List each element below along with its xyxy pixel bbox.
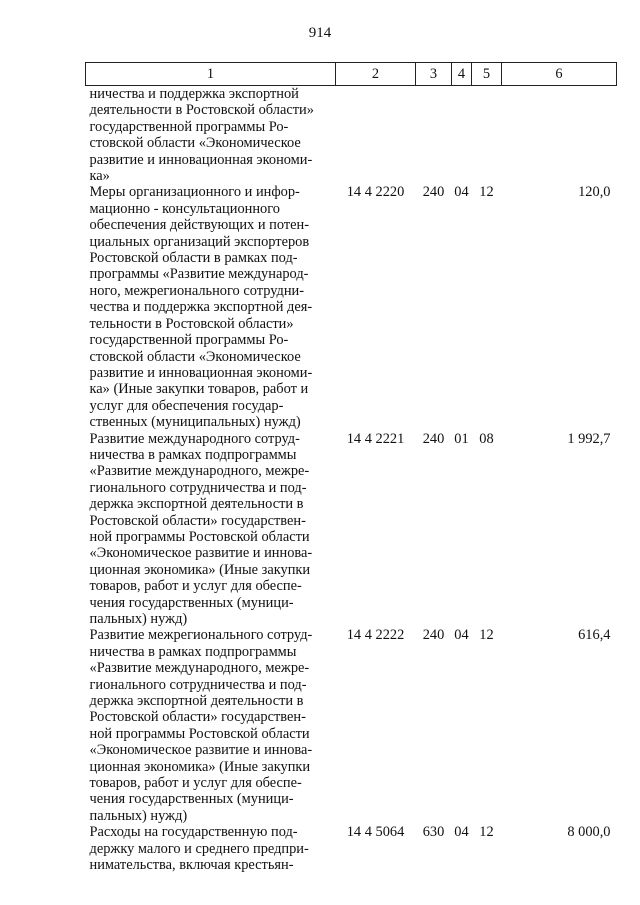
row-section xyxy=(452,86,472,185)
description-line: Развитие межрегионального сотруд- xyxy=(89,627,313,644)
description-line: стовской области «Экономическое xyxy=(89,348,301,365)
row-section: 04 xyxy=(454,627,469,644)
row-amount: 120,0 xyxy=(578,184,611,201)
row-target-code: 14 4 2220 xyxy=(346,184,405,201)
description-line: услуг для обеспечения государ- xyxy=(89,397,284,414)
row-description xyxy=(86,431,336,628)
table-row xyxy=(86,824,617,873)
row-target-code xyxy=(336,86,416,185)
header-col-4: 4 xyxy=(452,63,472,86)
description-line: чения государственных (муници- xyxy=(89,791,294,808)
description-line: «Развитие международного, межре- xyxy=(89,463,310,480)
header-col-5: 5 xyxy=(472,63,502,86)
description-line: Ростовской области» государствен- xyxy=(89,709,306,726)
description-line: ничества в рамках подпрограммы xyxy=(89,643,297,660)
description-line: обеспечения действующих и потен- xyxy=(89,217,310,234)
description-line: ной программы Ростовской области xyxy=(89,725,310,742)
row-subsection: 12 xyxy=(479,824,494,841)
description-line: гионального сотрудничества и под- xyxy=(89,676,307,693)
budget-table xyxy=(85,62,617,874)
table-row xyxy=(86,184,617,430)
description-line: циальных организаций экспортеров xyxy=(89,233,310,250)
row-amount: 1 992,7 xyxy=(567,430,611,447)
description-line: «Экономическое развитие и иннова- xyxy=(89,742,313,759)
description-line: развитие и инновационная экономи- xyxy=(89,364,313,381)
table-header xyxy=(86,63,617,86)
description-line: ционная экономика» (Иные закупки xyxy=(89,561,311,578)
description-line: Ростовской области» государствен- xyxy=(89,512,306,529)
header-col-1: 1 xyxy=(86,63,336,86)
description-line: «Развитие международного, межре- xyxy=(89,660,310,677)
description-line: тельности в Ростовской области» xyxy=(89,315,294,332)
description-line: ка» xyxy=(89,168,110,185)
description-line: государственной программы Ро- xyxy=(89,118,289,135)
row-section: 01 xyxy=(454,430,469,447)
description-line: ничества и поддержка экспортной xyxy=(89,86,299,102)
header-col-6: 6 xyxy=(502,63,617,86)
description-line: пальных) нужд) xyxy=(89,807,188,824)
description-line: государственной программы Ро- xyxy=(89,332,289,349)
description-line: стовской области «Экономическое xyxy=(89,135,301,152)
page-number: 914 xyxy=(308,25,332,41)
row-amount: 616,4 xyxy=(578,627,611,644)
header-row xyxy=(86,63,617,86)
description-line: мационно - консультационного xyxy=(89,200,280,217)
row-amount: 8 000,0 xyxy=(567,824,611,841)
description-line: держку малого и среднего предпри- xyxy=(89,840,309,857)
description-line: пальных) нужд) xyxy=(89,611,188,627)
description-line: ственных (муниципальных) нужд) xyxy=(89,414,301,431)
description-line: гионального сотрудничества и под- xyxy=(89,479,307,496)
description-line: товаров, работ и услуг для обеспе- xyxy=(89,578,302,595)
row-expense-type: 240 xyxy=(422,430,445,447)
row-subsection: 12 xyxy=(479,627,494,644)
description-line: ционная экономика» (Иные закупки xyxy=(89,758,311,775)
row-expense-type: 630 xyxy=(422,824,445,841)
table-row xyxy=(86,627,617,824)
description-line: нимательства, включая крестьян- xyxy=(89,857,294,874)
description-line: деятельности в Ростовской области» xyxy=(89,102,314,119)
table-body xyxy=(86,86,617,874)
description-line: товаров, работ и услуг для обеспе- xyxy=(89,775,302,792)
table-row xyxy=(86,86,617,185)
description-line: Меры организационного и инфор- xyxy=(89,184,300,201)
row-section: 04 xyxy=(454,184,469,201)
header-col-2: 2 xyxy=(336,63,416,86)
row-expense-type xyxy=(416,86,452,185)
description-line: Развитие международного сотруд- xyxy=(89,430,300,447)
row-subsection: 12 xyxy=(479,184,494,201)
description-line: «Экономическое развитие и иннова- xyxy=(89,545,313,562)
row-description xyxy=(86,86,336,185)
row-target-code: 14 4 2221 xyxy=(346,430,405,447)
header-col-3: 3 xyxy=(416,63,452,86)
description-line: Расходы на государственную под- xyxy=(89,824,298,841)
description-line: держка экспортной деятельности в xyxy=(89,693,304,710)
description-line: ка» (Иные закупки товаров, работ и xyxy=(89,381,309,398)
row-target-code: 14 4 2222 xyxy=(346,627,405,644)
row-expense-type: 240 xyxy=(422,184,445,201)
description-line: ного, межрегионального сотрудни- xyxy=(89,282,305,299)
table-row xyxy=(86,431,617,628)
description-line: держка экспортной деятельности в xyxy=(89,496,304,513)
description-line: программы «Развитие международ- xyxy=(89,266,309,283)
row-amount xyxy=(502,86,617,185)
description-line: Ростовской области в рамках под- xyxy=(89,250,298,267)
description-line: развитие и инновационная экономи- xyxy=(89,151,313,168)
row-expense-type: 240 xyxy=(422,627,445,644)
description-line: чения государственных (муници- xyxy=(89,594,294,611)
description-line: ной программы Ростовской области xyxy=(89,528,310,545)
description-line: ничества в рамках подпрограммы xyxy=(89,446,297,463)
row-description xyxy=(86,184,336,430)
description-line: чества и поддержка экспортной дея- xyxy=(89,299,313,316)
row-target-code: 14 4 5064 xyxy=(346,824,405,841)
row-subsection: 08 xyxy=(479,430,494,447)
row-subsection xyxy=(472,86,502,185)
row-description xyxy=(86,627,336,824)
row-section: 04 xyxy=(454,824,469,841)
row-description xyxy=(86,824,336,873)
